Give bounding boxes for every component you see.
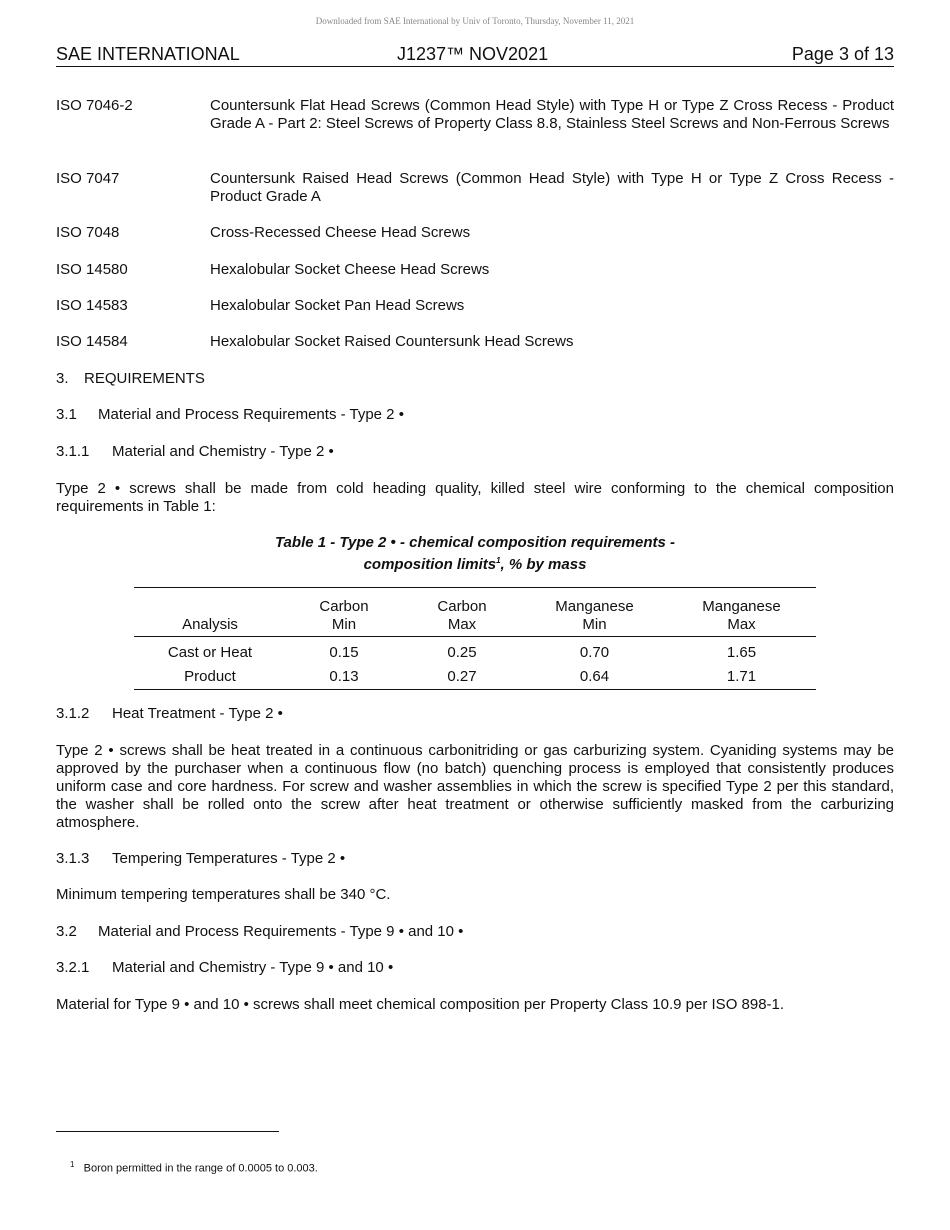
reference-title: Hexalobular Socket Cheese Head Screws: [210, 261, 490, 278]
caption-text: , % by mass: [500, 556, 587, 573]
section-title: Tempering Temperatures - Type 2 •: [112, 850, 346, 867]
table-cell: Product: [184, 668, 236, 685]
footnote-separator: [56, 1131, 279, 1132]
chemical-composition-table: [134, 587, 816, 690]
footnote: [70, 1158, 318, 1176]
table-cell: 0.70: [579, 644, 610, 661]
reference-code: ISO 7048: [56, 224, 120, 241]
reference-code: ISO 14583: [56, 297, 128, 314]
section-number: 3.: [56, 370, 69, 387]
section-heading-3-1-1: [56, 443, 334, 461]
table-cell: 0.64: [579, 668, 610, 685]
table-cell: 0.15: [329, 644, 359, 661]
section-number: 3.1.1: [56, 443, 90, 460]
footnote-ref: 1: [496, 556, 501, 565]
section-number: 3.1.3: [56, 850, 90, 867]
section-heading-3-1-2: [56, 705, 283, 723]
table-cell: 0.27: [447, 668, 477, 685]
section-title: Material and Process Requirements - Type 2 •: [98, 406, 404, 423]
reference-title: Hexalobular Socket Pan Head Screws: [210, 297, 465, 314]
column-header: Carbon Max: [437, 598, 487, 633]
section-heading-3-1: [56, 406, 404, 424]
table-row: [134, 665, 816, 690]
section-title: Material and Process Requirements - Type 9 • and 10 •: [98, 923, 464, 940]
section-title: Heat Treatment - Type 2 •: [112, 705, 283, 722]
reference-title: Countersunk Raised Head Screws (Common Head Style) with Type H or Type Z Cross Recess - Product Grade A: [210, 170, 894, 205]
reference-code: ISO 14584: [56, 333, 128, 350]
table-cell: 0.25: [447, 644, 477, 661]
section-title: Material and Chemistry - Type 9 • and 10 •: [112, 959, 394, 976]
header-page-number: Page 3 of 13: [791, 44, 894, 64]
reference-code: ISO 7046-2: [56, 97, 133, 114]
column-header: Carbon Min: [319, 598, 369, 633]
reference-title: Cross-Recessed Cheese Head Screws: [210, 224, 471, 241]
section-number: 3.2.1: [56, 959, 90, 976]
table-caption-line2: [0, 552, 950, 574]
paragraph-3-2-1: Material for Type 9 • and 10 • screws shall meet chemical composition per Property Class 10.9 per ISO 898-1.: [56, 996, 785, 1013]
header-org: SAE INTERNATIONAL: [56, 44, 240, 64]
paragraph-3-1-3: Minimum tempering temperatures shall be 340 °C.: [56, 886, 391, 903]
section-heading-3-2: [56, 923, 463, 941]
reference-code: ISO 14580: [56, 261, 128, 278]
caption-text: composition limits: [363, 556, 497, 573]
section-heading-3-2-1: [56, 959, 393, 977]
section-number: 3.1.2: [56, 705, 90, 722]
reference-code: ISO 7047: [56, 170, 120, 187]
paragraph-3-1-2: Type 2 • screws shall be heat treated in a continuous carbonitriding or gas carburizing system. Cyaniding systems may be approved by the purchaser when a continuous flow (no batch) quenching process is employed that consistently produces uniform case and core hardness. For screw and washer assemblies in which the screw is specified Type 2 per this standard, the washer shall be rolled onto the screw after heat treatment or otherwise sufficiently masked from the carburizing atmosphere.: [56, 742, 894, 831]
header-doc-id: J1237™ NOV2021: [397, 44, 549, 64]
table-caption: Table 1 - Type 2 • - chemical composition requirements -: [274, 534, 676, 551]
section-number: 3.1: [56, 406, 77, 423]
column-header: Manganese Min: [555, 598, 634, 633]
reference-title: Hexalobular Socket Raised Countersunk Head Screws: [210, 333, 574, 350]
section-heading-3-1-3: [56, 850, 345, 868]
table-header-row: [134, 588, 816, 637]
section-heading-3: [56, 370, 205, 388]
reference-title: Countersunk Flat Head Screws (Common Head Style) with Type H or Type Z Cross Recess - Product Grade A - Part 2: Steel Screws of Property Class 8.8, Stainless Steel Screws and Non-Ferrous Screws: [210, 97, 894, 132]
footnote-text: Boron permitted in the range of 0.0005 to 0.003.: [83, 1162, 318, 1175]
section-number: 3.2: [56, 923, 77, 940]
page-header: [56, 44, 894, 67]
table-cell: 1.71: [726, 668, 757, 685]
section-title: REQUIREMENTS: [84, 370, 205, 387]
table-row: [134, 637, 816, 666]
column-header: Analysis: [182, 616, 238, 633]
section-title: Material and Chemistry - Type 2 •: [112, 443, 334, 460]
download-watermark: Downloaded from SAE International by Univ of Toronto, Thursday, November 11, 2021: [315, 16, 635, 26]
table-cell: Cast or Heat: [167, 644, 253, 661]
footnote-mark: 1: [70, 1160, 75, 1169]
table-cell: 1.65: [726, 644, 757, 661]
table-cell: 0.13: [329, 668, 359, 685]
paragraph-3-1-1: Type 2 • screws shall be made from cold heading quality, killed steel wire conforming to the chemical composition requirements in Table 1:: [56, 480, 894, 515]
column-header: Manganese Max: [702, 598, 781, 633]
